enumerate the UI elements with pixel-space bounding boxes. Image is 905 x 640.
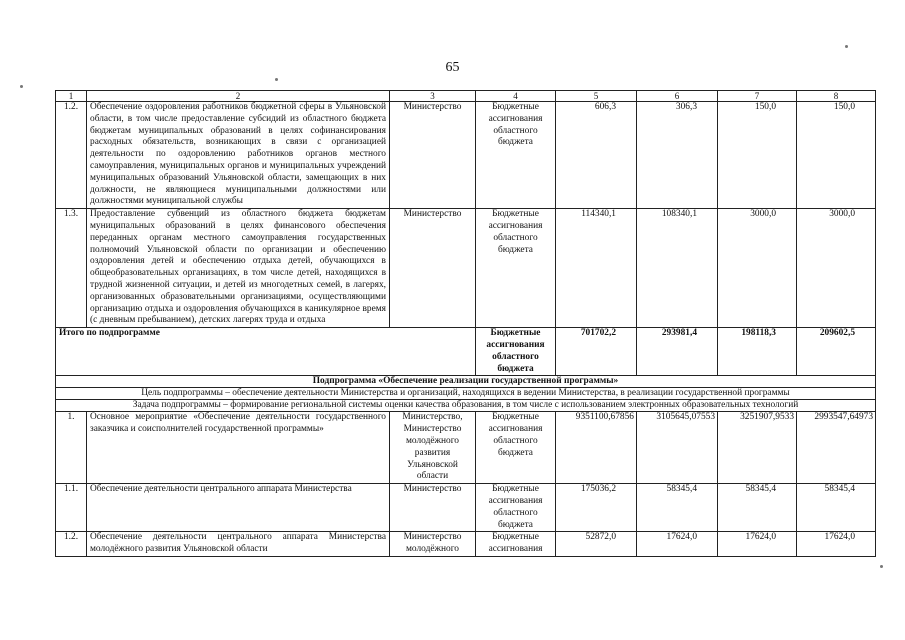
subtotal-year-3: 209602,5: [797, 328, 876, 376]
row-year-3: 3000,0: [797, 209, 876, 328]
row-executor: Министерство: [390, 484, 476, 532]
table-row: [56, 102, 876, 209]
row-number: 1.1.: [56, 484, 87, 532]
row-year-1: 17624,0: [637, 532, 718, 557]
row-source: Бюджетные ассигнования: [476, 532, 556, 557]
scan-speck: [20, 85, 23, 88]
row-total: 606,3: [556, 102, 637, 209]
row-year-1: 3105645,07553: [637, 412, 718, 484]
subprogram-title: Подпрограмма «Обеспечение реализации государственной программы»: [56, 376, 876, 388]
column-number: 6: [637, 91, 718, 102]
column-number: 3: [390, 91, 476, 102]
row-number: 1.2.: [56, 102, 87, 209]
subtotal-row: [56, 328, 876, 376]
row-name: Предоставление субвенций из областного бюджета бюджетам муниципальных образований в целях финансового обеспечения переданных органам местного самоуправления государственных полномочий Ульяновской области по организации и обеспечению оздоровления детей и обеспечению отдыха детей, обучающихся в общеобразовательных организациях, в том числе детей, находящихся в трудной жизненной ситуации, и детей из многодетных семей, в лагерях, организованных образовательными организациями, осуществляющими организацию отдыха и оздоровления обучающихся в каникулярное время (с дневным пребыванием), детских лагерях труда и отдыха: [87, 209, 390, 328]
subprogram-task-row: [56, 400, 876, 412]
row-number: 1.2.: [56, 532, 87, 557]
page-number: 65: [445, 60, 460, 75]
row-year-3: 58345,4: [797, 484, 876, 532]
row-executor: Министерство: [390, 102, 476, 209]
row-year-2: 17624,0: [718, 532, 797, 557]
row-year-1: 306,3: [637, 102, 718, 209]
row-number: 1.3.: [56, 209, 87, 328]
row-year-1: 58345,4: [637, 484, 718, 532]
subtotal-year-1: 293981,4: [637, 328, 718, 376]
subtotal-year-2: 198118,3: [718, 328, 797, 376]
column-number: 4: [476, 91, 556, 102]
row-year-2: 3000,0: [718, 209, 797, 328]
row-year-1: 108340,1: [637, 209, 718, 328]
table-row: [56, 209, 876, 328]
table-row: [56, 484, 876, 532]
row-name: Обеспечение деятельности центрального аппарата Министерства: [87, 484, 390, 532]
row-executor: Министерство молодёжного: [390, 532, 476, 557]
row-total: 175036,2: [556, 484, 637, 532]
row-source: Бюджетные ассигнования областного бюджета: [476, 484, 556, 532]
row-executor: Министерство: [390, 209, 476, 328]
column-number: 5: [556, 91, 637, 102]
row-source: Бюджетные ассигнования областного бюджета: [476, 209, 556, 328]
subprogram-goal: Цель подпрограммы – обеспечение деятельности Министерства и организаций, находящихся в ведении Министерства, в реализации государственной программы: [56, 388, 876, 400]
column-number: 7: [718, 91, 797, 102]
row-number: 1.: [56, 412, 87, 484]
table-row: [56, 532, 876, 557]
column-number-row: [56, 91, 876, 102]
row-name: Основное мероприятие «Обеспечение деятельности государственного заказчика и соисполнителей государственной программы»: [87, 412, 390, 484]
subprogram-task: Задача подпрограммы – формирование региональной системы оценки качества образования, в том числе с использованием электронных образовательных технологий: [56, 400, 876, 412]
scan-speck: [275, 78, 278, 81]
row-total: 9351100,67856: [556, 412, 637, 484]
row-year-3: 17624,0: [797, 532, 876, 557]
row-total: 114340,1: [556, 209, 637, 328]
row-executor: Министерство, Министерство молодёжного развития Ульяновской области: [390, 412, 476, 484]
subprogram-title-row: [56, 376, 876, 388]
row-year-2: 58345,4: [718, 484, 797, 532]
row-year-3: 2993547,64973: [797, 412, 876, 484]
subtotal-total: 701702,2: [556, 328, 637, 376]
row-name: Обеспечение деятельности центрального аппарата Министерства молодёжного развития Ульяновской области: [87, 532, 390, 557]
scan-speck: [845, 45, 848, 48]
scan-speck: [880, 565, 883, 568]
subtotal-source: Бюджетные ассигнования областного бюджета: [476, 328, 556, 376]
table-row: [56, 412, 876, 484]
row-total: 52872,0: [556, 532, 637, 557]
subprogram-goal-row: [56, 388, 876, 400]
row-year-2: 150,0: [718, 102, 797, 209]
row-year-3: 150,0: [797, 102, 876, 209]
column-number: 2: [87, 91, 390, 102]
subtotal-label: Итого по подпрограмме: [56, 328, 476, 376]
column-number: 1: [56, 91, 87, 102]
row-name: Обеспечение оздоровления работников бюджетной сферы в Ульяновской области, в том числе предоставление субсидий из областного бюджета бюджетам муниципальных образований в целях софинансирования расходных обязательств, возникающих в связи с организацией деятельности по оздоровлению работников органов местного самоуправления, муниципальных органов и муниципальных учреждений муниципальных образований Ульяновской области, замещающих в них должности, не являющиеся муниципальными должностями или должностями муниципальной службы: [87, 102, 390, 209]
row-source: Бюджетные ассигнования областного бюджета: [476, 102, 556, 209]
budget-table: [55, 90, 876, 557]
row-source: Бюджетные ассигнования областного бюджета: [476, 412, 556, 484]
row-year-2: 3251907,9533: [718, 412, 797, 484]
column-number: 8: [797, 91, 876, 102]
